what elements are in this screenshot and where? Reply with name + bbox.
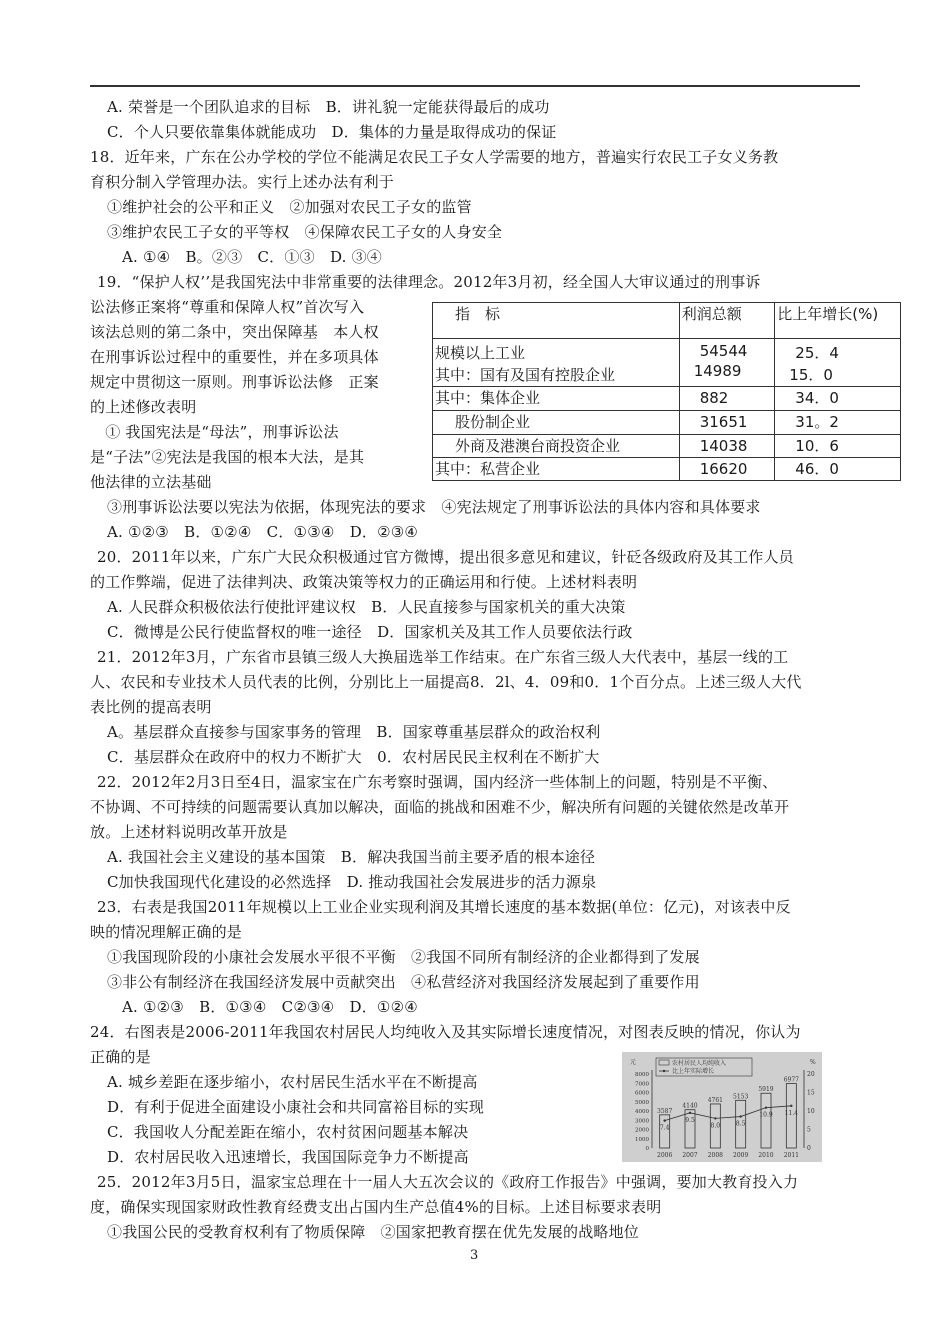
q24-stem-line2: 正确的是 — [90, 1048, 151, 1066]
table-row-growth: 31。2 — [775, 411, 901, 435]
table-header-indicator: 指 标 — [433, 303, 680, 339]
q23-stem-line1: 23．右表是我国2011年规模以上工业企业实现利润及其增长速度的基本数据(单位：亿元)，对该表中反 — [97, 898, 791, 916]
legend-line-marker — [663, 1070, 665, 1072]
table-header-row — [433, 303, 901, 339]
q24-option-b: D．有利于促进全面建设小康社会和共同富裕目标的实现 — [107, 1098, 485, 1116]
y2-tick-label: 15 — [807, 1089, 815, 1097]
y2-tick-label: 5 — [807, 1126, 811, 1134]
table-row-growth: 46．0 — [775, 458, 901, 481]
income-bar — [685, 1110, 695, 1148]
table-row-profit: 882 — [679, 387, 775, 411]
y-tick-label: 3000 — [635, 1118, 649, 1125]
profit-table — [432, 302, 901, 481]
growth-value-label: 8.0 — [710, 1122, 721, 1130]
table-row-profit: 31651 — [679, 411, 775, 435]
q19-stem-line: 在刑事诉讼过程中的重要性，并在多项具体 — [90, 348, 379, 366]
q22-options-ab: A. 我国社会主义建设的基本国策 B．解决我国当前主要矛盾的根本途径 — [107, 848, 596, 866]
q25-items-12: ①我国公民的受教育权利有了物质保障 ②国家把教育摆在优先发展的战略地位 — [107, 1223, 640, 1241]
q19-item-line: 他法律的立法基础 — [90, 473, 212, 491]
legend-bar-swatch — [659, 1060, 669, 1065]
table-row — [433, 458, 901, 481]
q24-stem-line1: 24．右图表是2006-2011年我国农村居民人均纯收入及其实际增长速度情况，对图表反映的情况，你认为 — [90, 1023, 801, 1041]
q18-stem-line2: 育积分制入学管理办法。实行上述办法有利于 — [90, 173, 395, 191]
table-row — [433, 411, 901, 435]
x-tick-label: 2009 — [733, 1152, 749, 1159]
x-tick-label: 2011 — [783, 1152, 799, 1159]
table-row-label: 其中：私营企业 — [433, 458, 680, 481]
growth-value-label: 10.9 — [759, 1111, 773, 1119]
q21-stem-line1: 21．2012年3月，广东省市县镇三级人大换届选举工作结束。在广东省三级人大代表中，基层一线的工 — [97, 648, 789, 666]
growth-value-label: 11.4 — [784, 1109, 799, 1117]
y-tick-label: 1000 — [635, 1136, 649, 1143]
x-tick-label: 2007 — [682, 1152, 698, 1159]
table-row-growth: 34．0 — [775, 387, 901, 411]
growth-point — [790, 1105, 792, 1107]
bar-value-label: 6977 — [783, 1076, 799, 1084]
bar-value-label: 4140 — [682, 1102, 698, 1110]
y-tick-label: 4000 — [635, 1109, 649, 1115]
q24-option-a: A. 城乡差距在逐步缩小，农村居民生活水平在不断提高 — [107, 1073, 478, 1091]
q21-options-cd: C．基层群众在政府中的权力不断扩大 0．农村居民民主权利在不断扩大 — [107, 748, 600, 766]
q20-stem-line1: 20．2011年以来，广东广大民众积极通过官方微博，提出很多意见和建议，针砭各级政府及其工作人员 — [97, 548, 794, 566]
q19-item-line: 是“子法”②宪法是我国的根本大法，是其 — [90, 448, 365, 466]
income-chart — [622, 1052, 822, 1162]
y-tick-label: 6000 — [635, 1090, 649, 1097]
q22-stem-line1: 22．2012年2月3日至4日，温家宝在广东考察时强调，国内经济一些体制上的问题，特别是不平衡、 — [97, 773, 778, 791]
table-row-label: 其中：集体企业 — [433, 387, 680, 411]
q23-options: A. ①②③ B．①③④ C②③④ D．①②④ — [122, 998, 418, 1016]
y-tick-label: 5000 — [635, 1099, 649, 1106]
q23-stem-line2: 映的情况理解正确的是 — [90, 923, 243, 941]
growth-value-label: 8.5 — [735, 1120, 746, 1128]
q19-stem-line: 规定中贯彻这一原则。刑事诉讼法修 正案 — [90, 373, 379, 391]
y-tick-label: 7000 — [635, 1081, 649, 1088]
y2-tick-label: 10 — [807, 1108, 815, 1115]
growth-point — [689, 1112, 691, 1114]
x-tick-label: 2008 — [707, 1152, 723, 1159]
header-rule — [90, 85, 860, 87]
q22-stem-line3: 放。上述材料说明改革开放是 — [90, 823, 288, 841]
growth-point — [714, 1117, 716, 1119]
q18-options: A. ①④ B。②③ C．①③ D. ③④ — [122, 248, 382, 266]
q18-items-34: ③维护农民工子女的平等权 ④保障农民工子女的人身安全 — [107, 223, 503, 241]
q19-items-34: ③刑事诉讼法要以宪法为依据，体现宪法的要求 ④宪法规定了刑事诉讼法的具体内容和具体要求 — [107, 498, 761, 516]
growth-point — [663, 1119, 665, 1121]
q21-stem-line2: 人、农民和专业技术人员代表的比例，分别比上一届提高8．2l、4．09和0．1个百分点。上述三级人大代 — [90, 673, 802, 691]
q22-options-cd: C加快我国现代化建设的必然选择 D. 推动我国社会发展进步的活力源泉 — [107, 873, 597, 891]
growth-value-label: 9.5 — [685, 1116, 695, 1124]
q22-stem-line2: 不协调、不可持续的问题需要认真加以解决，面临的挑战和困难不少，解决所有问题的关键依然是改革开 — [90, 798, 790, 816]
table-header-growth: 比上年增长(%) — [775, 303, 901, 339]
table-header-profit: 利润总额 — [679, 303, 775, 339]
q20-options-ab: A. 人民群众积极依法行使批评建议权 B．人民直接参与国家机关的重大决策 — [107, 598, 626, 616]
x-tick-label: 2006 — [657, 1152, 673, 1159]
q24-option-c: C．我国收人分配差距在缩小，农村贫困问题基本解决 — [107, 1123, 469, 1141]
q18-stem-line1: 18．近年来，广东在公办学校的学位不能满足农民工子女人学需要的地方，普遍实行农民工子女义务教 — [90, 148, 779, 166]
q19-stem-line: 该法总则的第二条中，突出保障基 本人权 — [90, 323, 379, 341]
q24-option-d: D．农村居民收入迅速增长，我国国际竞争力不断提高 — [107, 1148, 469, 1166]
table-row-label: 外商及港澳台商投资企业 — [433, 435, 680, 458]
q19-item-line: ① 我国宪法是“母法”，刑事诉讼法 — [90, 423, 339, 441]
x-tick-label: 2010 — [758, 1152, 774, 1159]
q20-stem-line2: 的工作弊端，促进了法律判决、政策决策等权力的正确运用和行使。上述材料表明 — [90, 573, 638, 591]
table-row — [433, 435, 901, 458]
table-row-label: 规模以上工业 — [435, 344, 526, 362]
q25-stem-line2: 度，确保实现国家财政性教育经费支出占国内生产总值4%的目标。上述目标要求表明 — [90, 1198, 662, 1216]
y-tick-label: 0 — [645, 1146, 649, 1152]
table-row-profit: 14989 — [693, 362, 742, 380]
growth-point — [739, 1115, 741, 1117]
bar-value-label: 5153 — [733, 1093, 749, 1101]
table-row — [433, 339, 901, 387]
y-tick-label: 2000 — [635, 1127, 649, 1134]
q19-stem-line: 讼法修正案将“尊重和保障人权”首次写入 — [90, 298, 365, 316]
q17-options-cd: C．个人只要依靠集体就能成功 D．集体的力量是取得成功的保证 — [107, 123, 557, 141]
table-row-profit: 16620 — [679, 458, 775, 481]
q17-options-ab: A. 荣誉是一个团队追求的目标 B．讲礼貌一定能获得最后的成功 — [107, 98, 550, 116]
q19-stem-line: 的上述修改表明 — [90, 398, 197, 416]
table-row-profit: 54544 — [699, 342, 748, 360]
table-row-growth: 15．0 — [789, 366, 833, 384]
q23-items-34: ③非公有制经济在我国经济发展中贡献突出 ④私营经济对我国经济发展起到了重要作用 — [107, 973, 700, 991]
table-row-growth: 10．6 — [775, 435, 901, 458]
bar-value-label: 3587 — [657, 1107, 673, 1115]
q21-stem-line3: 表比例的提高表明 — [90, 698, 212, 716]
y2-tick-label: 0 — [807, 1145, 811, 1152]
page-number: 3 — [470, 1248, 479, 1263]
q25-stem-line1: 25．2012年3月5日，温家宝总理在十一届人大五次会议的《政府工作报告》中强调，要加大教育投入力 — [97, 1173, 799, 1191]
bar-value-label: 4761 — [707, 1096, 723, 1104]
q20-options-cd: C．微博是公民行使监督权的唯一途径 D．国家机关及其工作人员要依法行政 — [107, 623, 633, 641]
income-bar — [761, 1093, 771, 1148]
income-chart-svg — [622, 1052, 822, 1162]
q19-options: A. ①②③ B．①②④ C．①③④ D．②③④ — [107, 523, 419, 541]
q21-options-ab: A。基层群众直接参与国家事务的管理 B．国家尊重基层群众的政治权利 — [107, 723, 601, 741]
legend-line-label: 比上年实际增长 — [672, 1068, 715, 1075]
y2-axis-label: % — [810, 1059, 816, 1066]
table-row — [433, 387, 901, 411]
growth-value-label: 7.4 — [659, 1124, 670, 1132]
y2-tick-label: 20 — [807, 1071, 815, 1078]
y-axis-label: 元 — [630, 1059, 637, 1066]
q23-items-12: ①我国现阶段的小康社会发展水平很不平衡 ②我国不同所有制经济的企业都得到了发展 — [107, 948, 700, 966]
table-row-label: 其中：国有及国有控股企业 — [435, 366, 616, 384]
bar-value-label: 5919 — [758, 1086, 774, 1094]
table-row-label: 股份制企业 — [433, 411, 680, 435]
y-tick-label: 8000 — [635, 1072, 649, 1078]
q18-items-12: ①维护社会的公平和正义 ②加强对农民工子女的监管 — [107, 198, 472, 216]
legend-bar-label: 农村居民人均纯收入 — [672, 1060, 727, 1067]
growth-point — [765, 1106, 767, 1108]
q19-stem-line1: 19．“保护人权’’是我国宪法中非常重要的法律理念。2012年3月初，经全国人大审议通过的刑事诉 — [97, 273, 761, 291]
table-row-profit: 14038 — [679, 435, 775, 458]
table-row-growth: 25．4 — [795, 344, 839, 362]
